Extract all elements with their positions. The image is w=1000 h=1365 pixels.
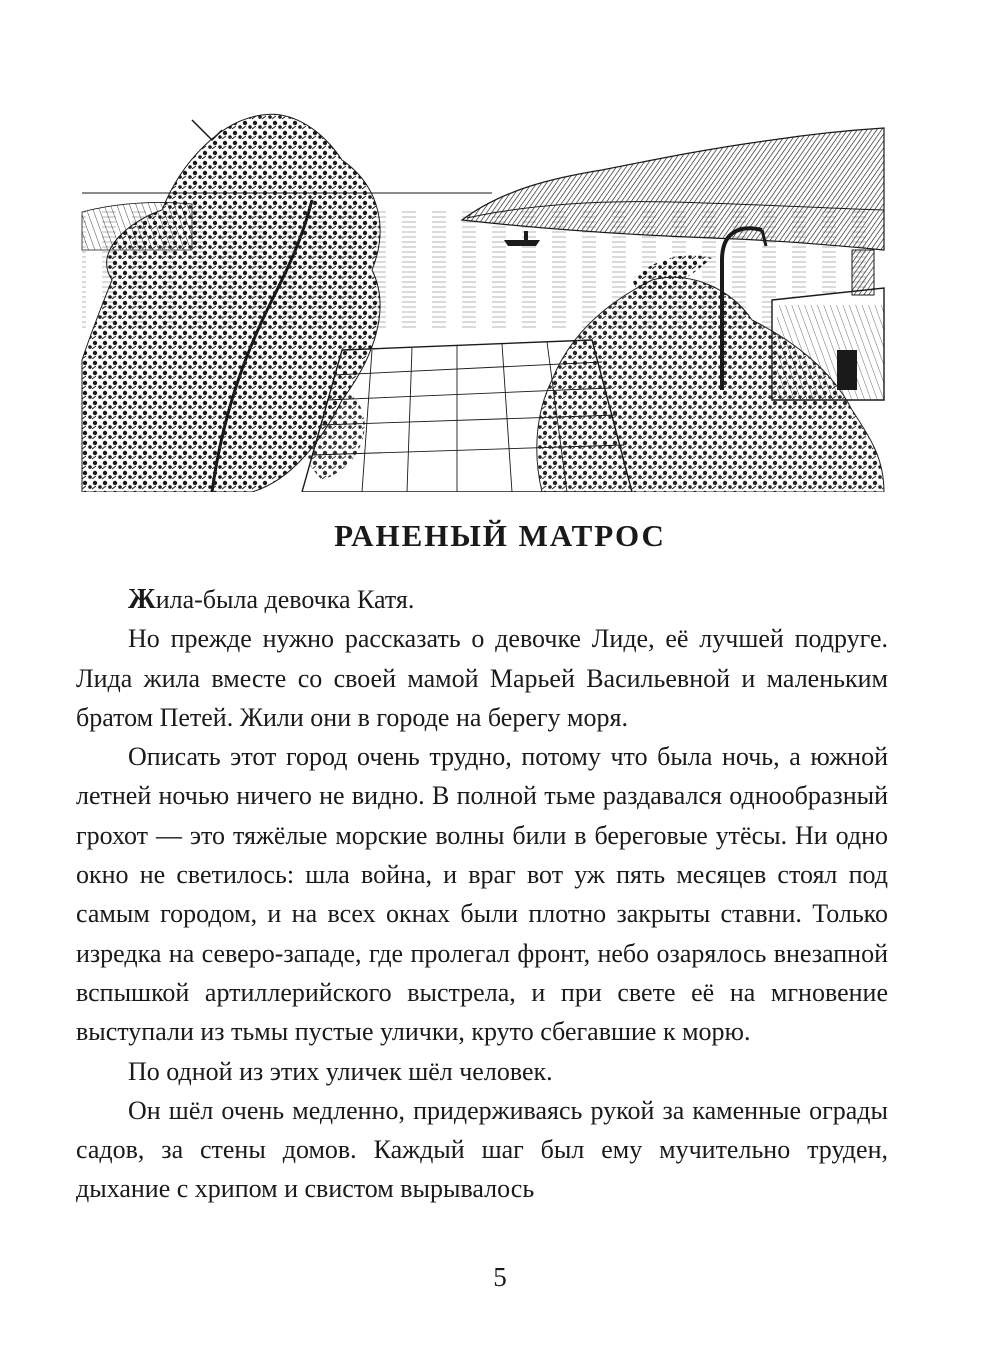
engraving-drawing xyxy=(72,100,890,492)
paragraph-text: По одной из этих уличек шёл человек. xyxy=(128,1056,553,1086)
page-number: 5 xyxy=(493,1262,507,1292)
paragraph-1 xyxy=(76,580,888,619)
paragraph-text: Описать этот город очень трудно, потому что была ночь, а южной летней ночью ничего не видно. В полной тьме раздавался однообразный грохот — это тяжёлые морские волны били в береговые утёсы. Ни одно окно не светилось: шла война, и враг вот уж пять месяцев стоял под самым городом, и на всех окнах были плотно закрыты ставни. Только изредка на северо-западе, где пролегал фронт, небо озарялось внезапной вспышкой артиллерийского выстрела, и при свете её на мгновение выступали из тьмы пустые улички, круто сбегавшие к морю. xyxy=(76,742,888,1047)
body-text xyxy=(76,580,888,1209)
paragraph-4 xyxy=(76,1052,888,1091)
drop-letter: Ж xyxy=(128,584,156,615)
paragraph-3 xyxy=(76,737,888,1051)
paragraph-text: ила-была девочка Катя. xyxy=(155,585,415,614)
paragraph-text: Но прежде нужно рассказать о девочке Лиде, её лучшей подруге. Лида жила вместе со своей мамой Марьей Васильевной и маленьким братом Петей. Жили они в городе на берегу моря. xyxy=(76,624,888,732)
coastal-town-illustration xyxy=(72,100,890,492)
paragraph-text: Он шёл очень медленно, придерживаясь рукой за каменные ограды садов, за стены домов. Каждый шаг был ему мучительно труден, дыхание с хрипом и свистом вырывалось xyxy=(76,1095,888,1204)
paragraph-5 xyxy=(76,1091,888,1209)
paragraph-2 xyxy=(76,619,888,737)
chapter-title: РАНЕНЫЙ МАТРОС xyxy=(334,518,666,553)
